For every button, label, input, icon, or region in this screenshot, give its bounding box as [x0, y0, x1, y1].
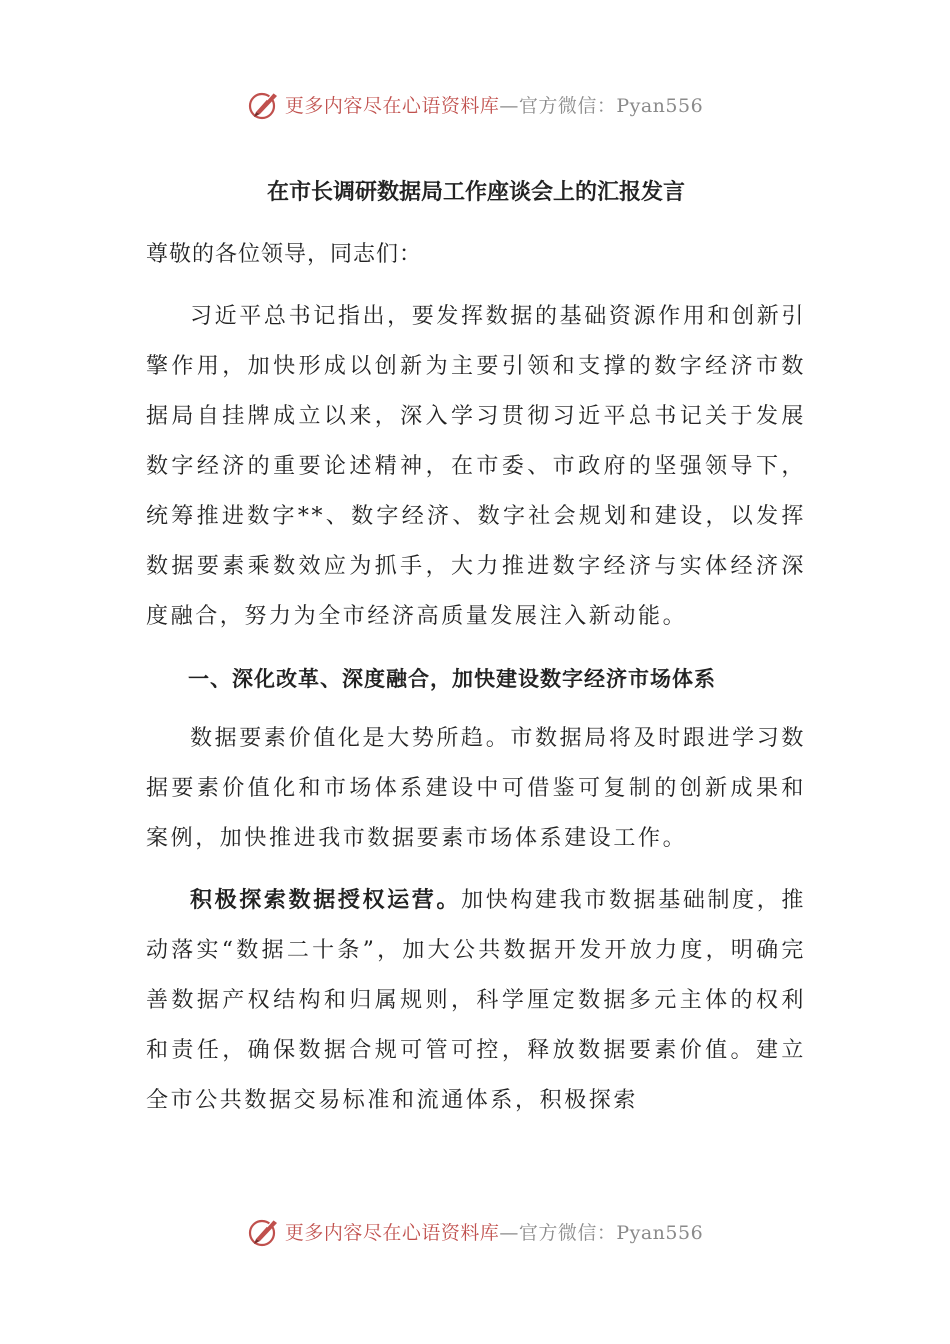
section-1-item-lead: 积极探索数据授权运营。	[190, 888, 462, 913]
section-1-paragraph: 数据要素价值化是大势所趋。市数据局将及时跟进学习数据要素价值化和市场体系建设中可借鉴可复制的创新成果和案例，加快推进我市数据要素市场体系建设工作。	[146, 726, 806, 851]
watermark-contact-text: —官方微信：Pyan556	[499, 94, 704, 117]
document-body	[146, 168, 806, 1126]
document-title: 在市长调研数据局工作座谈会上的汇报发言	[266, 180, 685, 205]
section-1-heading: 一、深化改革、深度融合，加快建设数字经济市场体系	[188, 667, 716, 691]
footer-watermark	[0, 1211, 950, 1251]
intro-paragraph: 习近平总书记指出，要发挥数据的基础资源作用和创新引擎作用，加快形成以创新为主要引领和支撑的数字经济市数据局自挂牌成立以来，深入学习贯彻习近平总书记关于发展数字经济的重要论述精神，在市委、市政府的坚强领导下，统筹推进数字**、数字经济、数字社会规划和建设，以发挥数据要素乘数效应为抓手，大力推进数字经济与实体经济深度融合，努力为全市经济高质量发展注入新动能。	[146, 304, 806, 629]
section-1-item-body: 加快构建我市数据基础制度，推动落实“数据二十条”，加大公共数据开发开放力度，明确完善数据产权结构和归属规则，科学厘定数据多元主体的权利和责任，确保数据合规可管可控，释放数据要素价值。建立全市公共数据交易标准和流通体系，积极探索	[146, 888, 806, 1113]
quill-pen-icon	[247, 87, 281, 121]
quill-pen-icon	[247, 1214, 281, 1248]
watermark-contact-text: —官方微信：Pyan556	[499, 1221, 704, 1244]
section-1-item-paragraph	[146, 876, 806, 1126]
header-watermark	[0, 84, 950, 124]
watermark-brand-text: 更多内容尽在心语资料库	[284, 1221, 500, 1244]
salutation: 尊敬的各位领导，同志们：	[146, 242, 423, 267]
watermark-brand-text: 更多内容尽在心语资料库	[284, 94, 500, 117]
